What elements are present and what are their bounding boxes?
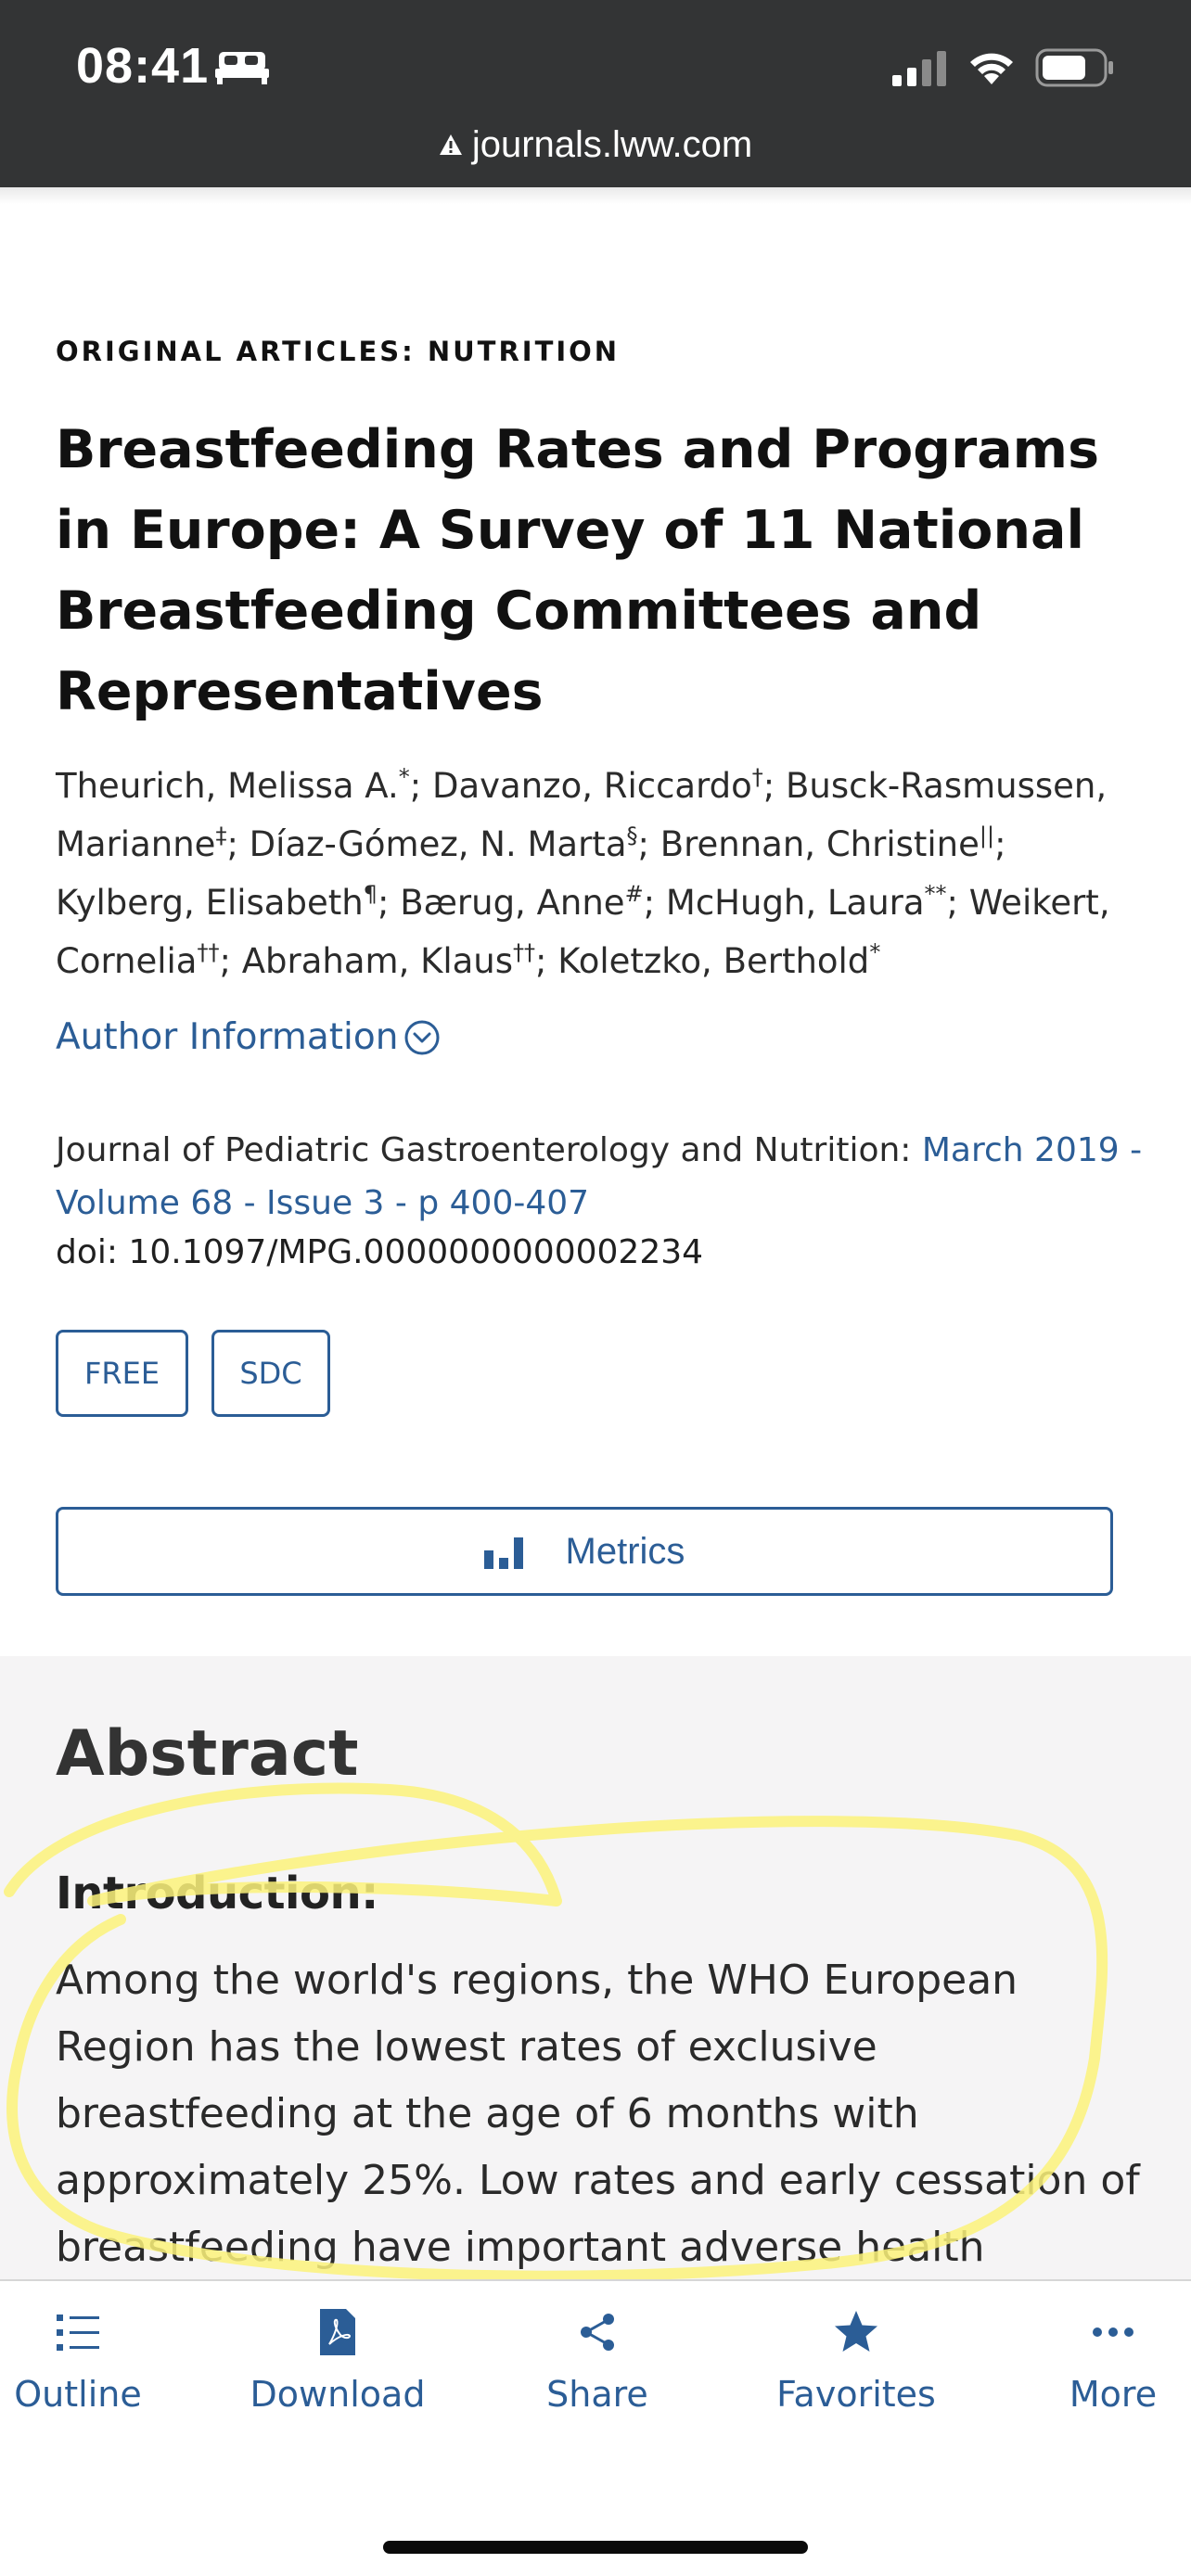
battery-icon	[1035, 48, 1115, 87]
doi: doi: 10.1097/MPG.0000000000002234	[56, 1233, 704, 1271]
chevron-down-icon	[403, 1019, 441, 1056]
pdf-icon	[313, 2307, 363, 2357]
author-name[interactable]: Busck-Rasmussen, Marianne	[56, 766, 1108, 864]
author-name[interactable]: Bærug, Anne	[400, 883, 625, 923]
wifi-icon	[967, 49, 1017, 86]
author-name[interactable]: Koletzko, Berthold	[557, 941, 870, 981]
status-time: 08:41	[76, 38, 210, 94]
bottom-toolbar	[0, 2279, 1191, 2576]
topbar-divider	[0, 187, 1191, 204]
list-icon	[53, 2307, 103, 2357]
affiliation-mark: ||	[979, 823, 995, 848]
favorites-label: Favorites	[776, 2374, 936, 2415]
metrics-button[interactable]	[56, 1507, 1113, 1596]
more-label: More	[1069, 2374, 1158, 2415]
ellipsis-icon	[1088, 2307, 1138, 2357]
share-button[interactable]	[523, 2281, 672, 2439]
affiliation-mark: **	[924, 881, 947, 907]
favorites-button[interactable]	[761, 2281, 952, 2439]
home-indicator[interactable]	[383, 2541, 808, 2554]
author-name[interactable]: Abraham, Klaus	[241, 941, 514, 981]
affiliation-mark: *	[869, 939, 881, 965]
article-title: Breastfeeding Rates and Programs in Europe: A Survey of 11 National Breastfeeding Committees and Representatives	[56, 419, 1099, 722]
download-button[interactable]	[245, 2281, 430, 2439]
bed-icon	[215, 48, 269, 85]
affiliation-mark: ††	[513, 939, 536, 965]
author-information-toggle[interactable]	[56, 1016, 441, 1058]
free-badge[interactable]: FREE	[56, 1330, 188, 1417]
outline-label: Outline	[14, 2374, 142, 2415]
introduction-heading: Introduction:	[56, 1868, 378, 1919]
share-label: Share	[546, 2374, 648, 2415]
introduction-text: Among the world's regions, the WHO European Region has the lowest rates of exclusive breastfeeding at the age of 6 months with approximately 25%. Low rates and early cessation of breastfeeding have important adverse health	[56, 1957, 1140, 2271]
outline-button[interactable]	[0, 2281, 156, 2439]
sdc-badge[interactable]: SDC	[211, 1330, 330, 1417]
author-name[interactable]: Weikert, Cornelia	[56, 883, 1110, 981]
star-icon	[831, 2307, 881, 2357]
abstract-heading: Abstract	[56, 1717, 359, 1791]
affiliation-mark: §	[626, 823, 638, 848]
affiliation-mark: #	[624, 881, 644, 907]
author-name[interactable]: McHugh, Laura	[665, 883, 925, 923]
browser-top-bar	[0, 0, 1191, 187]
address-bar[interactable]	[0, 122, 1191, 166]
metrics-label: Metrics	[565, 1530, 685, 1572]
more-button[interactable]	[1046, 2281, 1180, 2439]
download-label: Download	[250, 2374, 426, 2415]
affiliation-mark: ¶	[363, 881, 378, 907]
status-icons	[892, 46, 1115, 89]
author-name[interactable]: Davanzo, Riccardo	[431, 766, 752, 806]
author-name[interactable]: Kylberg, Elisabeth	[56, 883, 364, 923]
affiliation-mark: ††	[197, 939, 220, 965]
issue-link[interactable]: March 2019 - Volume 68 - Issue 3 - p 400-407	[56, 1131, 1143, 1222]
share-icon	[572, 2307, 622, 2357]
affiliation-mark: †	[751, 764, 763, 790]
affiliation-mark: *	[398, 764, 410, 790]
article-section-label: ORIGINAL ARTICLES: NUTRITION	[56, 336, 621, 367]
author-name[interactable]: Díaz-Gómez, N. Marta	[249, 824, 627, 864]
author-name[interactable]: Theurich, Melissa A.	[56, 766, 399, 806]
warning-icon	[439, 133, 463, 157]
journal-citation	[56, 1124, 1150, 1230]
author-list: Theurich, Melissa A.*; Davanzo, Riccardo†; Busck-Rasmussen, Marianne‡; Díaz-Gómez, N. Marta§; Brennan, Christine||; Kylberg, Elisabeth¶; Bærug, Anne#; McHugh, Laura**; Weikert, Cornelia††; Abraham, Klaus††; Koletzko, Berthold*	[56, 764, 1110, 981]
journal-name: Journal of Pediatric Gastroenterology and Nutrition:	[56, 1131, 922, 1169]
affiliation-mark: ‡	[215, 823, 227, 848]
author-information-label: Author Information	[56, 1016, 399, 1058]
author-name[interactable]: Brennan, Christine	[660, 824, 980, 864]
url-text: journals.lww.com	[471, 123, 753, 165]
bar-chart-icon	[484, 1534, 525, 1569]
signal-icon	[892, 49, 948, 86]
